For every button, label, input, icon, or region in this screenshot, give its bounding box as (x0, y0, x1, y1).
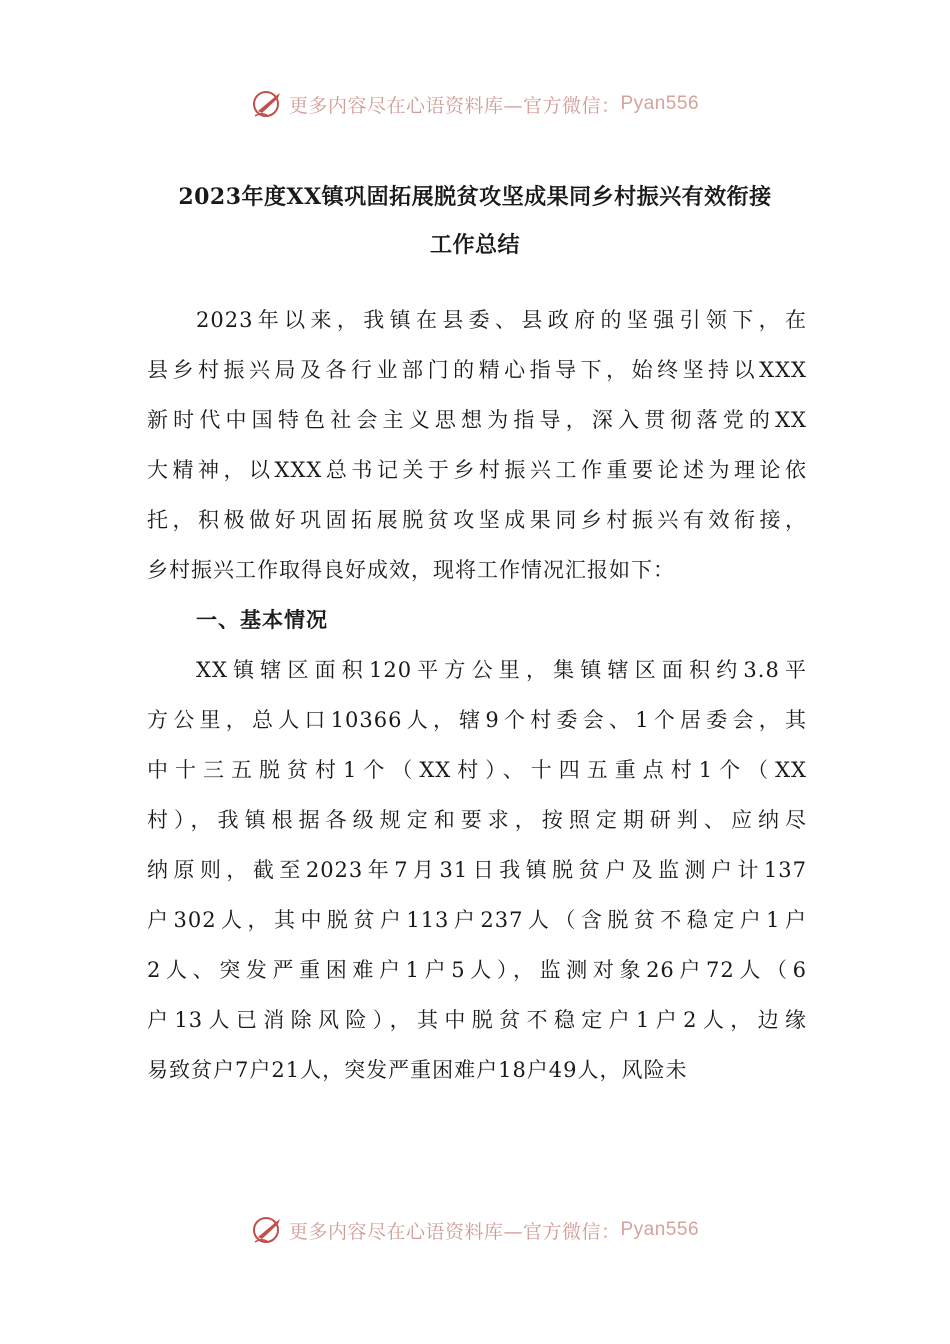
paragraph-line: 新时代中国特色社会主义思想为指导，深入贯彻落党的XX (147, 408, 807, 432)
paragraph-line: 2人、突发严重困难户1户5人），监测对象26户72人（6 (147, 958, 807, 982)
paragraph-line: 方公里，总人口10366人，辖9个村委会、1个居委会，其 (147, 708, 807, 732)
paragraph-line: 托，积极做好巩固拓展脱贫攻坚成果同乡村振兴有效衔接， (147, 508, 807, 532)
watermark-wechat-id: Pyan556 (620, 93, 700, 114)
pen-logo-icon (251, 87, 285, 121)
paragraph-line: 村），我镇根据各级规定和要求，按照定期研判、应纳尽 (147, 808, 807, 832)
watermark-text: 更多内容尽在心语资料库—官方微信： (288, 94, 621, 117)
paragraph-line: 大精神，以XXX总书记关于乡村振兴工作重要论述为理论依 (147, 458, 807, 482)
pen-logo-icon (251, 1213, 285, 1247)
paragraph-line: 户13人已消除风险），其中脱贫不稳定户1户2人，边缘 (147, 1008, 807, 1032)
paragraph-line: 纳原则，截至2023年7月31日我镇脱贫户及监测户计137 (147, 858, 807, 882)
header-watermark (0, 84, 950, 124)
paragraph-line: 乡村振兴工作取得良好成效，现将工作情况汇报如下： (147, 558, 675, 582)
watermark-wechat-id: Pyan556 (620, 1219, 700, 1240)
document-title-line2: 工作总结 (429, 232, 520, 258)
paragraph-line: 2023年以来，我镇在县委、县政府的坚强引领下，在 (196, 308, 807, 332)
paragraph-line: 中十三五脱贫村1个（XX村）、十四五重点村1个（XX (147, 758, 807, 782)
paragraph-line: XX镇辖区面积120平方公里，集镇辖区面积约3.8平 (196, 658, 807, 682)
paragraph-line: 县乡村振兴局及各行业部门的精心指导下，始终坚持以XXX (147, 358, 807, 382)
paragraph-line: 户302人，其中脱贫户113户237人（含脱贫不稳定户1户 (147, 908, 807, 932)
paragraph-line: 易致贫户7户21人，突发严重困难户18户49人，风险未 (147, 1058, 688, 1082)
watermark-text: 更多内容尽在心语资料库—官方微信： (288, 1220, 621, 1243)
document-title-line1: 2023年度XX镇巩固拓展脱贫攻坚成果同乡村振兴有效衔接 (178, 184, 772, 210)
section-heading: 一、基本情况 (196, 607, 328, 632)
footer-watermark (0, 1210, 950, 1250)
